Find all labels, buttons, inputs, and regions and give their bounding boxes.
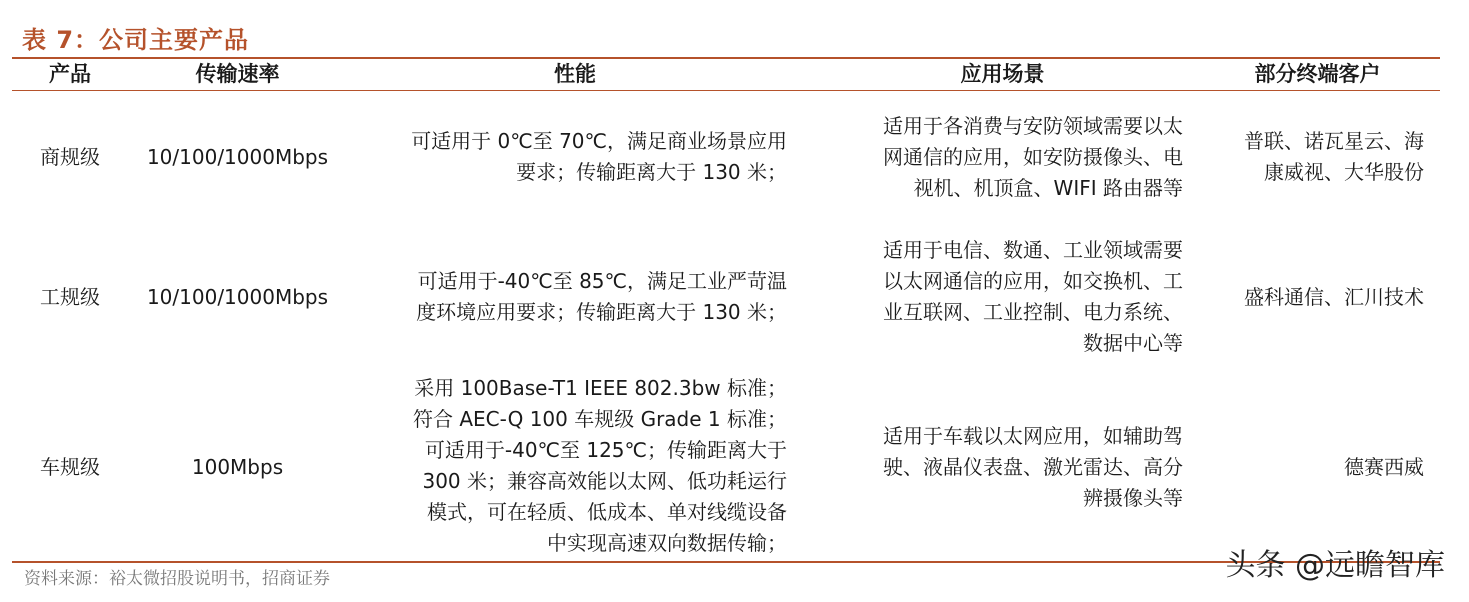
performance-cell: 可适用于 0℃至 70℃，满足商业场景应用 要求；传输距离大于 130 米； xyxy=(411,129,787,184)
header-performance: 性能 xyxy=(554,62,596,86)
header-rate: 传输速率 xyxy=(195,62,280,86)
rate-cell: 10/100/1000Mbps xyxy=(146,145,329,169)
product-cell: 工规级 xyxy=(40,285,100,309)
header-rule xyxy=(12,90,1440,91)
customers-cell: 盛科通信、汇川技术 xyxy=(1244,285,1424,309)
performance-cell: 可适用于-40℃至 85℃，满足工业严苛温 度环境应用要求；传输距离大于 130 米； xyxy=(416,269,787,324)
customers-cell: 德赛西威 xyxy=(1344,455,1424,479)
rate-cell: 10/100/1000Mbps xyxy=(146,285,329,309)
product-cell: 商规级 xyxy=(40,145,100,169)
scenario-cell: 适用于车载以太网应用，如辅助驾 驶、液晶仪表盘、激光雷达、高分 辨摄像头等 xyxy=(883,424,1183,510)
header-customers: 部分终端客户 xyxy=(1254,62,1381,86)
rate-cell: 100Mbps xyxy=(191,455,284,479)
table-title: 表 7：公司主要产品 xyxy=(22,26,250,54)
customers-cell: 普联、诺瓦星云、海 康威视、大华股份 xyxy=(1244,129,1424,184)
performance-cell: 采用 100Base-T1 IEEE 802.3bw 标准； 符合 AEC-Q 100 车规级 Grade 1 标准； 可适用于-40℃至 125℃；传输距离大于 300 米；兼容高效能以太网、低功耗运行 模式，可在轻质、低成本、单对线缆设备 中实现高速双向数据传输； xyxy=(413,376,787,555)
source-note: 资料来源：裕太微招股说明书，招商证券 xyxy=(24,569,330,589)
header-product: 产品 xyxy=(49,62,91,86)
watermark: 头条 @远瞻智库 xyxy=(1225,548,1445,583)
scenario-cell: 适用于电信、数通、工业领域需要 以太网通信的应用，如交换机、工 业互联网、工业控制、电力系统、 数据中心等 xyxy=(883,238,1183,355)
scenario-cell: 适用于各消费与安防领域需要以太 网通信的应用，如安防摄像头、电 视机、机顶盒、WIFI 路由器等 xyxy=(883,114,1183,200)
header-scenario: 应用场景 xyxy=(960,62,1045,86)
product-cell: 车规级 xyxy=(40,455,100,479)
